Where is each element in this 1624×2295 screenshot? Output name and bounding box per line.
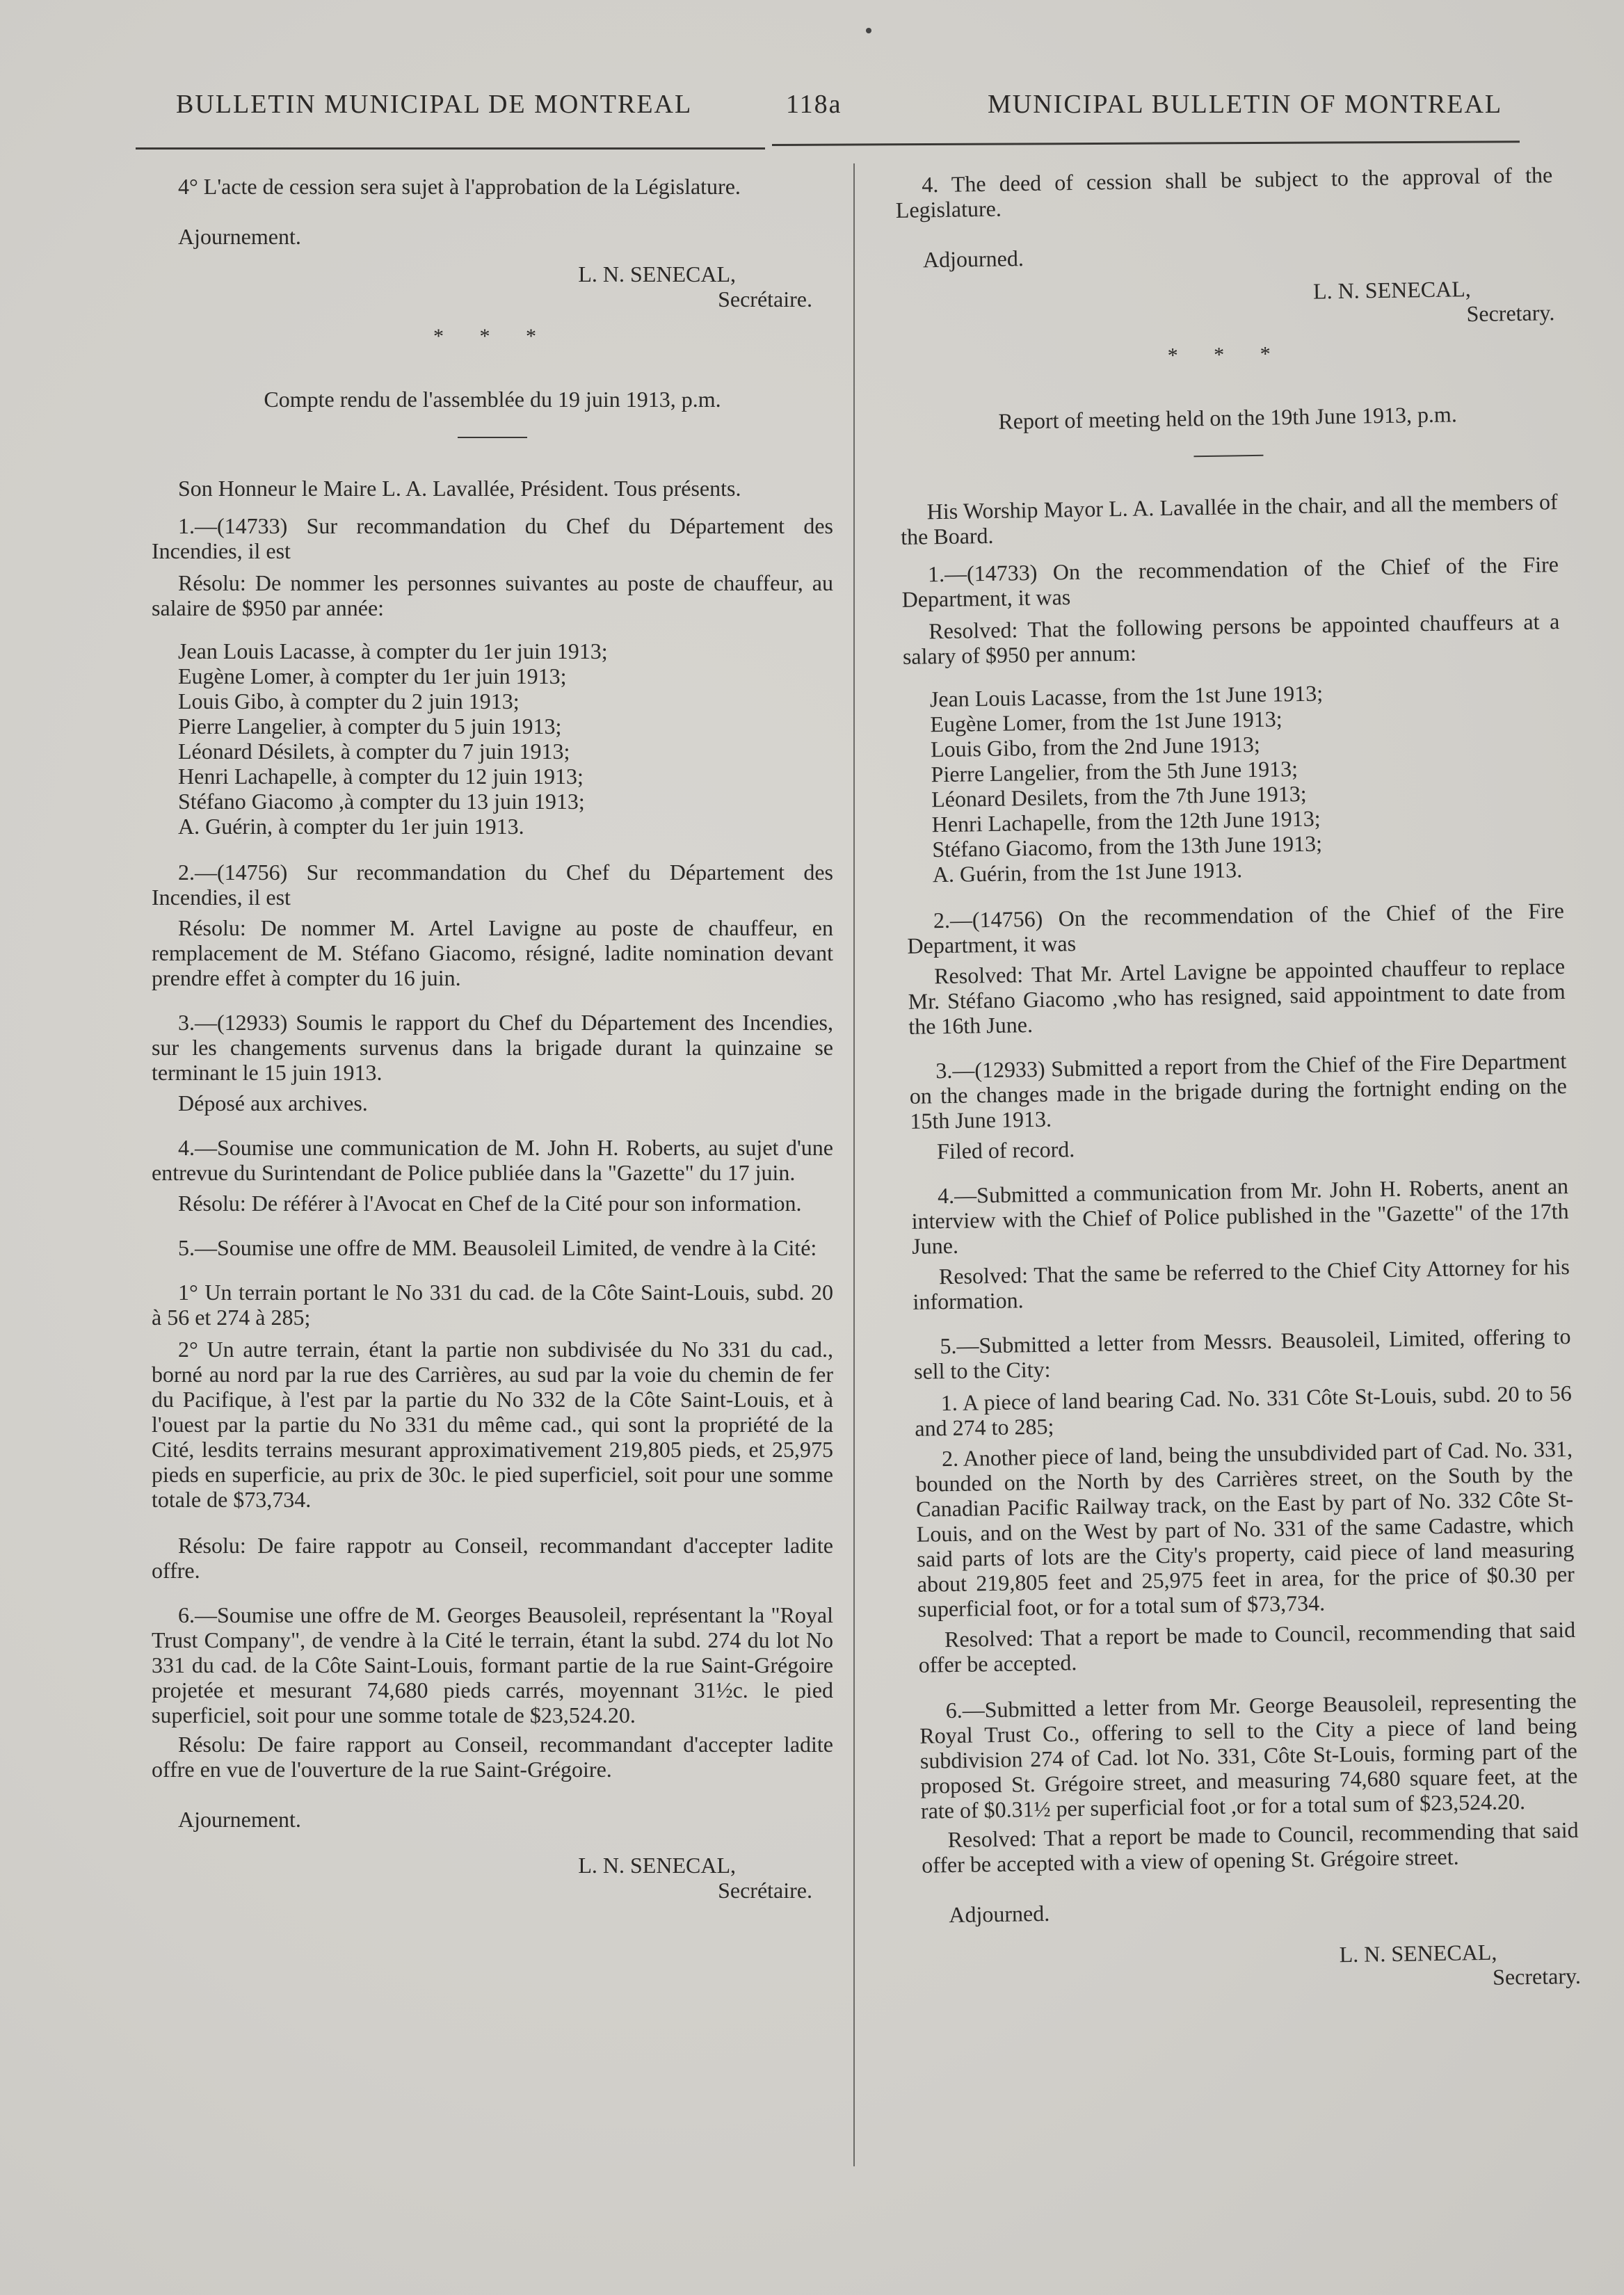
fr-item-4-heading: 4.—Soumise une communication de M. John H. Roberts, au sujet d'une entrevue du Surintendant de Police publiée dans la "Gazette" du 17 juin.: [152, 1135, 833, 1185]
fr-adjournment-1: Ajournement.: [178, 224, 301, 249]
page-number: 118a: [786, 90, 842, 119]
fr-signature-name-2: L. N. SENECAL,: [578, 1853, 736, 1878]
en-item-3-resolution: Filed of record.: [936, 1136, 1075, 1164]
en-section-stars: * * *: [1167, 342, 1286, 367]
fr-adjournment-2: Ajournement.: [178, 1807, 301, 1832]
en-paragraph-4: 4. The deed of cession shall be subject to the approval of the Legislature.: [895, 162, 1553, 223]
en-appointee-8: A. Guérin, from the 1st June 1913.: [932, 857, 1243, 887]
en-signature-title-2: Secretary.: [1492, 1963, 1582, 1990]
page-header: [136, 89, 1537, 131]
header-english-title: MUNICIPAL BULLETIN OF MONTREAL: [988, 90, 1503, 119]
fr-presence: Son Honneur le Maire L. A. Lavallée, Président. Tous présents.: [178, 476, 741, 501]
en-adjournment-1: Adjourned.: [922, 245, 1024, 273]
en-presence: His Worship Mayor L. A. Lavallée in the chair, and all the members of the Board.: [900, 489, 1558, 549]
en-item-5-land-2: 2. Another piece of land, being the unsubdivided part of Cad. No. 331, bounded on the North by des Carrières street, on the South by the Canadian Pacific Railway track, on the East by part of No. 332 Côte St-Louis, and on the West by part of No. 331 of the same Cadastre, which said parts of lots are the City's property, caid piece of land measuring about 219,805 feet and 25,975 feet in area, for the price of $0.30 per superficial foot, or for a total sum of $73,734.: [915, 1435, 1575, 1622]
en-signature-name-2: L. N. SENECAL,: [1339, 1939, 1497, 1967]
fr-signature-title-2: Secrétaire.: [718, 1878, 812, 1903]
fr-item-4-resolution: Résolu: De référer à l'Avocat en Chef de la Cité pour son information.: [178, 1191, 802, 1216]
english-column: [895, 162, 1581, 1999]
en-item-5-heading: 5.—Submitted a letter from Messrs. Beausoleil, Limited, offering to sell to the City:: [913, 1323, 1571, 1384]
column-divider: [853, 163, 855, 2166]
fr-section-stars: * * *: [433, 325, 552, 348]
fr-appointee-4: Pierre Langelier, à compter du 5 juin 1913;: [178, 714, 562, 739]
en-item-2-heading: 2.—(14756) On the recommendation of the Chief of the Fire Department, it was: [907, 898, 1565, 958]
en-appointee-2: Eugène Lomer, from the 1st June 1913;: [930, 706, 1283, 737]
en-item-4-heading: 4.—Submitted a communication from Mr. John H. Roberts, anent an interview with the Chief of Police published in the "Gazette" of the 17th June.: [911, 1173, 1569, 1259]
fr-item-5-heading: 5.—Soumise une offre de MM. Beausoleil Limited, de vendre à la Cité:: [178, 1235, 817, 1260]
en-report-title: Report of meeting held on the 19th June 1913, p.m.: [998, 401, 1458, 434]
fr-item-6-resolution: Résolu: De faire rapport au Conseil, recommandant d'accepter ladite offre en vue de l'ouverture de la rue Saint-Grégoire.: [152, 1732, 833, 1782]
fr-item-2-resolution: Résolu: De nommer M. Artel Lavigne au poste de chauffeur, en remplacement de M. Stéfano Giacomo, résigné, ladite nomination devant prendre effet à compter du 16 juin.: [152, 915, 833, 990]
fr-appointee-7: Stéfano Giacomo ,à compter du 13 juin 1913;: [178, 789, 585, 814]
en-item-4-resolution: Resolved: That the same be referred to the Chief City Attorney for his information.: [913, 1253, 1570, 1314]
en-appointee-1: Jean Louis Lacasse, from the 1st June 1913;: [929, 680, 1324, 712]
en-item-1-resolution: Resolved: That the following persons be appointed chauffeurs at a salary of $950 per annum:: [902, 609, 1560, 669]
fr-appointee-3: Louis Gibo, à compter du 2 juin 1913;: [178, 688, 520, 714]
fr-appointee-6: Henri Lachapelle, à compter du 12 juin 1913;: [178, 764, 584, 789]
fr-appointee-1: Jean Louis Lacasse, à compter du 1er juin 1913;: [178, 638, 608, 663]
en-signature-name-1: L. N. SENECAL,: [1312, 276, 1472, 304]
fr-item-5-resolution: Résolu: De faire rappotr au Conseil, recommandant d'accepter ladite offre.: [152, 1533, 833, 1583]
en-item-3-heading: 3.—(12933) Submitted a report from the Chief of the Fire Department on the changes made in the brigade during the fortnight ending on the 15th June 1913.: [909, 1047, 1568, 1134]
en-appointee-3: Louis Gibo, from the 2nd June 1913;: [930, 731, 1260, 762]
fr-report-title: Compte rendu de l'assemblée du 19 juin 1913, p.m.: [264, 387, 721, 412]
fr-item-5-land-2: 2° Un autre terrain, étant la partie non subdivisée du No 331 du cad., borné au nord par la rue des Carrières, au sud par la voie du chemin de fer du Pacifique, à l'est par la partie du No 332 de la Côte Saint-Louis, et à l'ouest par la partie du No 331 du même cad., qui sont la propriété de la Cité, lesdits terrains mesurant approximativement 219,805 pieds, et 25,975 pieds en superficie, au prix de 30c. le pied superficiel, soit pour une somme totale de $73,734.: [152, 1337, 833, 1512]
fr-item-1-resolution: Résolu: De nommer les personnes suivantes au poste de chauffeur, au salaire de $950 par année:: [152, 570, 833, 620]
en-item-1-heading: 1.—(14733) On the recommendation of the Chief of the Fire Department, it was: [901, 551, 1559, 612]
fr-item-2-heading: 2.—(14756) Sur recommandation du Chef du Département des Incendies, il est: [152, 860, 833, 910]
en-adjournment-2: Adjourned.: [949, 1900, 1050, 1928]
fr-item-6-heading: 6.—Soumise une offre de M. Georges Beausoleil, représentant la "Royal Trust Company", de vendre à la Cité le terrain, étant la subd. 274 du lot No 331 du cad. de la Côte Saint-Louis, formant partie de la rue Saint-Grégoire projetée et mesurant 74,680 pieds carrés, moyennant 31½c. le pied superficiel, soit pour une somme totale de $23,524.20.: [152, 1602, 833, 1728]
en-item-6-resolution: Resolved: That a report be made to Council, recommending that said offer be accepted with a view of opening St. Grégoire street.: [921, 1817, 1579, 1878]
fr-signature-name-1: L. N. SENECAL,: [578, 261, 736, 287]
fr-item-3-heading: 3.—(12933) Soumis le rapport du Chef du Département des Incendies, sur les changements survenus dans la brigade durant la quinzaine se terminant le 15 juin 1913.: [152, 1010, 833, 1085]
en-item-6-heading: 6.—Submitted a letter from Mr. George Beausoleil, representing the Royal Trust Co., offering to sell to the City a piece of land being subdivision 274 of Cad. lot No. 331, Côte St-Louis, forming part of the proposed St. Grégoire street, and measuring 74,680 square feet, at the rate of $0.31½ per superficial foot ,or for a total sum of $23,524.20.: [919, 1687, 1578, 1823]
fr-appointee-5: Léonard Désilets, à compter du 7 juin 1913;: [178, 739, 570, 764]
french-column: [152, 174, 833, 1903]
en-item-5-resolution: Resolved: That a report be made to Council, recommending that said offer be accepted.: [918, 1616, 1576, 1677]
en-signature-title-1: Secretary.: [1466, 300, 1555, 327]
fr-item-3-resolution: Déposé aux archives.: [178, 1090, 368, 1116]
en-appointee-5: Léonard Desilets, from the 7th June 1913;: [931, 780, 1307, 812]
header-french-title: BULLETIN MUNICIPAL DE MONTREAL: [176, 90, 693, 119]
fr-appointee-2: Eugène Lomer, à compter du 1er juin 1913;: [178, 663, 567, 688]
header-rule-left: [136, 147, 765, 150]
en-appointee-4: Pierre Langelier, from the 5th June 1913;: [931, 756, 1299, 787]
en-appointee-6: Henri Lachapelle, from the 12th June 1913;: [931, 805, 1321, 837]
print-speck: [866, 28, 871, 33]
fr-item-1-heading: 1.—(14733) Sur recommandation du Chef du Département des Incendies, il est: [152, 513, 833, 563]
fr-signature-title-1: Secrétaire.: [718, 287, 812, 312]
fr-item-5-land-1: 1° Un terrain portant le No 331 du cad. de la Côte Saint-Louis, subd. 20 à 56 et 274 à 285;: [152, 1280, 833, 1330]
header-rule-right: [772, 140, 1520, 146]
en-appointee-7: Stéfano Giacomo, from the 13th June 1913;: [932, 830, 1323, 862]
fr-paragraph-4: 4° L'acte de cession sera sujet à l'approbation de la Législature.: [178, 174, 741, 199]
fr-appointee-8: A. Guérin, à compter du 1er juin 1913.: [178, 814, 524, 839]
en-item-5-land-1: 1. A piece of land bearing Cad. No. 331 Côte St-Louis, subd. 20 to 56 and 274 to 285;: [915, 1380, 1572, 1441]
en-item-2-resolution: Resolved: That Mr. Artel Lavigne be appointed chauffeur to replace Mr. Stéfano Giacomo ,who has resigned, said appointment to date from the 16th June.: [908, 953, 1566, 1039]
